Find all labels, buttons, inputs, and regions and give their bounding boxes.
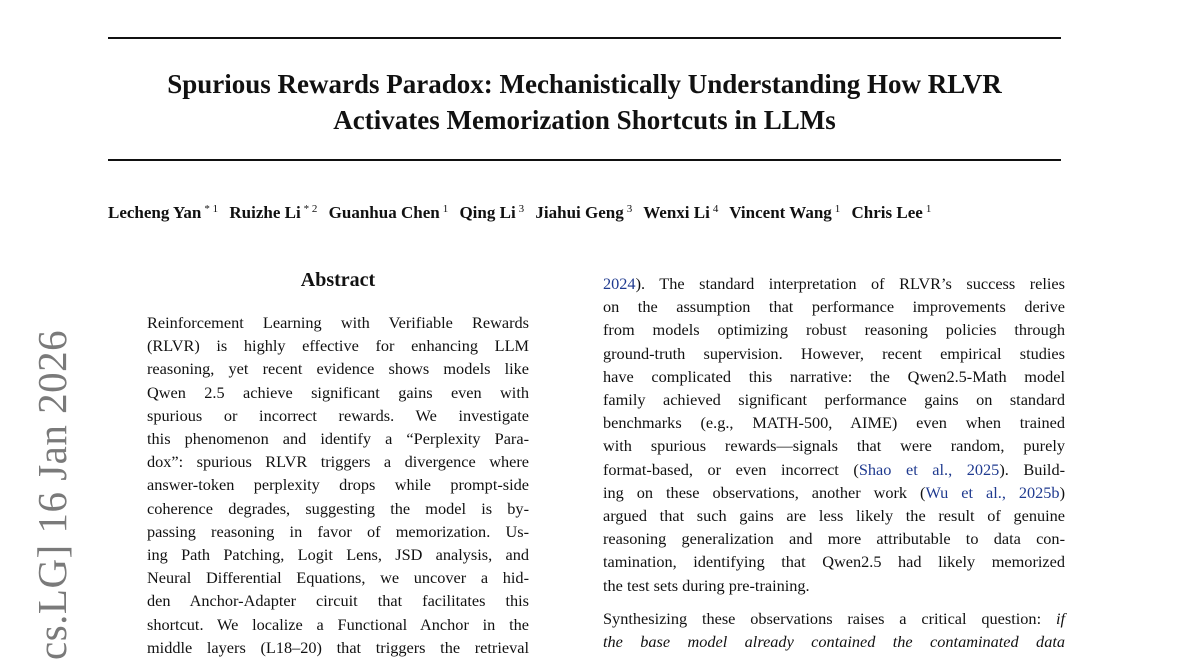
body-line: 2024). The standard interpretation of RLVR’s success relies (603, 274, 1065, 293)
title-line-1: Spurious Rewards Paradox: Mechanistically Understanding How RLVR (167, 69, 1002, 99)
body-line: argued that such gains are less likely the result of genuine (603, 506, 1065, 526)
abstract-line: answer-token perplexity drops while prompt-side (147, 475, 529, 495)
abstract-line: den Anchor-Adapter circuit that facilitates this (147, 591, 529, 611)
abstract-line: spurious or incorrect rewards. We investigate (147, 405, 529, 425)
body-line: on the assumption that performance improvements derive (603, 297, 1065, 317)
abstract-line: this phenomenon and identify a “Perplexity Para- (147, 429, 529, 449)
body-line: the base model already contained the contaminated data (603, 632, 1065, 652)
abstract-line: middle layers (L18–20) that triggers the retrieval (147, 637, 529, 657)
bottom-rule (108, 159, 1061, 161)
body-line: Synthesizing these observations raises a critical question: if (603, 608, 1065, 628)
author: Wenxi Li $^4$ (643, 203, 719, 222)
body-line: ground-truth supervision. However, recent empirical studies (603, 343, 1065, 363)
abstract-line: Qwen 2.5 achieve significant gains even with (147, 382, 529, 402)
author: Lecheng Yan $^{* 1}$ (108, 203, 219, 222)
abstract-line: shortcut. We localize a Functional Anchor in the (147, 614, 529, 634)
author: Ruizhe Li $^{* 2}$ (229, 203, 318, 222)
paragraph-2 (603, 607, 1065, 653)
abstract-line: passing reasoning in favor of memorization. Us- (147, 521, 529, 541)
citation-link[interactable]: 2024 (603, 274, 636, 293)
author-list (108, 203, 1068, 223)
title-line-2: Activates Memorization Shortcuts in LLMs (333, 105, 836, 135)
abstract-line: (RLVR) is highly effective for enhancing LLM (147, 336, 529, 356)
body-line: ing on these observations, another work (Wu et al., 2025b) (603, 482, 1065, 502)
body-line: benchmarks (e.g., MATH-500, AIME) even when trained (603, 413, 1065, 433)
abstract-line: dox”: spurious RLVR triggers a divergence where (147, 452, 529, 472)
author: Chris Lee $^1$ (851, 203, 932, 222)
body-line: tamination, identifying that Qwen2.5 had likely memorized (603, 552, 1065, 572)
author: Jiahui Geng $^3$ (535, 203, 633, 222)
abstract-line: ing Path Patching, Logit Lens, JSD analysis, and (147, 545, 529, 565)
author: Guanhua Chen $^1$ (328, 203, 449, 222)
body-line: have complicated this narrative: the Qwen2.5-Math model (603, 366, 1065, 386)
body-line: reasoning generalization and more attributable to data con- (603, 529, 1065, 549)
author: Qing Li $^3$ (459, 203, 525, 222)
arxiv-stamp: cs.LG] 16 Jan 2026 (29, 329, 75, 660)
citation-link[interactable]: Wu et al., 2025b (925, 482, 1060, 502)
top-rule (108, 37, 1061, 39)
body-line: with spurious rewards—signals that were random, purely (603, 436, 1065, 456)
author: Vincent Wang $^1$ (729, 203, 841, 222)
body-line: from models optimizing robust reasoning policies through (603, 320, 1065, 340)
abstract-line: Reinforcement Learning with Verifiable Rewards (147, 313, 529, 332)
abstract-line: reasoning, yet recent evidence shows models like (147, 359, 529, 379)
abstract-heading: Abstract (300, 269, 376, 291)
body-line: family achieved significant performance gains on standard (603, 390, 1065, 410)
abstract-body (147, 311, 529, 659)
citation-link[interactable]: Shao et al., 2025 (858, 459, 1000, 479)
body-line: format-based, or even incorrect (Shao et al., 2025). Build- (603, 459, 1066, 479)
intro-column (603, 272, 1065, 653)
body-line: the test sets during pre-training. (603, 575, 810, 595)
paper-title (108, 66, 1061, 138)
abstract-line: coherence degrades, suggesting the model is by- (147, 498, 529, 518)
abstract-line: Neural Differential Equations, we uncover a hid- (147, 568, 529, 588)
